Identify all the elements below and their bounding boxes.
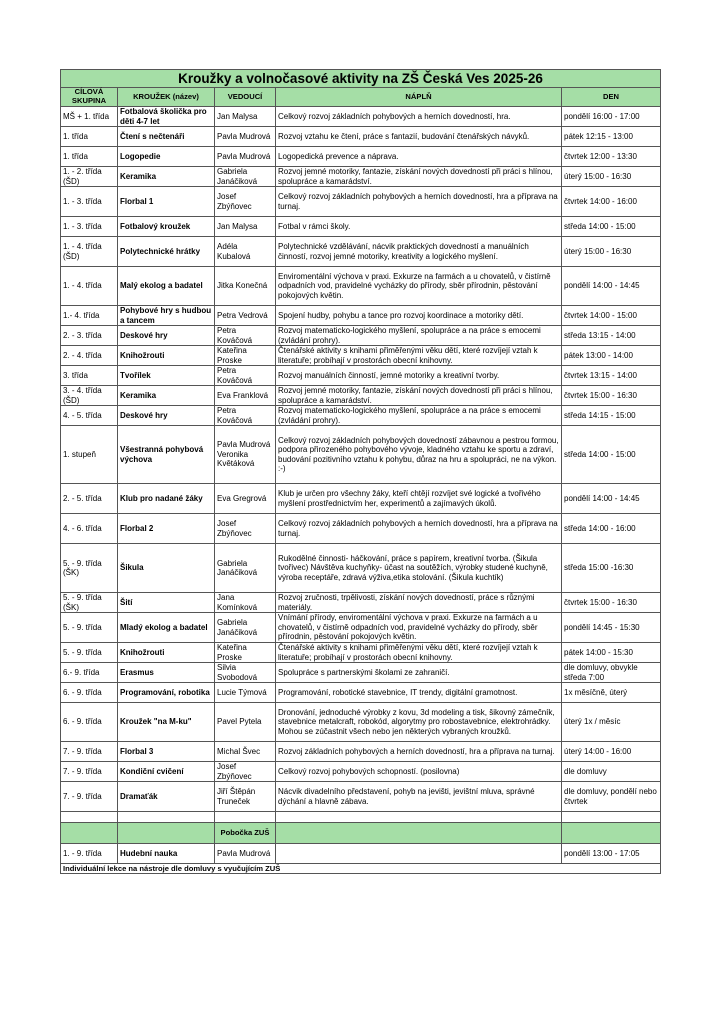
cell-krouzek: Všestranná pohybová výchova [118,426,215,484]
cell-krouzek: Čtení s nečtenáři [118,127,215,147]
cell-napln: Nácvik divadelního představení, pohyb na jevišti, jevištní mluva, správné dýchání a hlavně zábava. [276,782,562,812]
cell-krouzek: Klub pro nadané žáky [118,484,215,514]
cell-krouzek: Fotbalová školička pro děti 4-7 let [118,107,215,127]
cell-napln: Celkový rozvoj základních pohybových dovedností zábavnou a pestrou formou, podpora přirozeného pohybového vývoje, kladného vztahu ke sportu a zdraví, budování pozitivního vztahu k pohybu, důraz na hru a spolupráci, ne na výkon. :-) [276,426,562,484]
cell-skupina: 3. - 4. třída (ŠD) [61,386,118,406]
cell-vedouci: Jiří Štěpán Truneček [215,782,276,812]
cell-vedouci: Eva Gregrová [215,484,276,514]
cell-napln: Rozvoj vztahu ke čtení, práce s fantazií, budování čtenářských návyků. [276,127,562,147]
cell-vedouci: Josef Zbýňovec [215,187,276,217]
cell-vedouci: Pavla Mudrová [215,147,276,167]
cell-den: středa 13:15 - 14:00 [562,326,661,346]
cell-vedouci: Jan Malysa [215,107,276,127]
cell-den: pondělí 13:00 - 17:05 [562,844,661,864]
cell-vedouci: Josef Zbýňovec [215,762,276,782]
cell-krouzek: Programování, robotika [118,683,215,703]
cell-krouzek: Knihožrouti [118,643,215,663]
cell-krouzek: Keramika [118,386,215,406]
cell-den: středa 14:00 - 15:00 [562,217,661,237]
header-vedouci: VEDOUCÍ [215,88,276,107]
cell-vedouci: Gabriela Janáčiková [215,544,276,593]
table-row [61,406,661,426]
cell-vedouci: Jitka Konečná [215,267,276,306]
cell-vedouci: Jan Malysa [215,217,276,237]
table-row [61,346,661,366]
footer-row [61,864,661,874]
cell-skupina: 5. - 9. třída (ŠK) [61,593,118,613]
cell-napln [276,844,562,864]
cell-napln: Celkový rozvoj základních pohybových a herních dovedností, hra. [276,107,562,127]
cell-den: dle domluvy [562,762,661,782]
table-row [61,306,661,326]
table-row [61,762,661,782]
table-row [61,187,661,217]
cell-krouzek: Kondiční cvičení [118,762,215,782]
table-row [61,326,661,346]
empty-cell [61,823,118,844]
cell-vedouci: Petra Kováčová [215,326,276,346]
cell-skupina: 1.- 4. třída [61,306,118,326]
table-row [61,147,661,167]
cell-skupina: 2. - 3. třída [61,326,118,346]
table-row [61,703,661,742]
cell-krouzek: Šikula [118,544,215,593]
cell-den: středa 14:00 - 15:00 [562,426,661,484]
cell-den: úterý 14:00 - 16:00 [562,742,661,762]
empty-cell [276,823,562,844]
cell-krouzek: Logopedie [118,147,215,167]
cell-vedouci: Michal Švec [215,742,276,762]
cell-den: úterý 15:00 - 16:30 [562,167,661,187]
cell-napln: Čtenářské aktivity s knihami přiměřenými věku dětí, které rozvíjejí vztah k literatuře; probíhají v prostorách obecní knihovny. [276,346,562,366]
activities-table [60,69,661,874]
cell-vedouci: Pavla Mudrová Veronika Květáková [215,426,276,484]
table-row [61,742,661,762]
cell-den: čtvrtek 15:00 - 16:30 [562,386,661,406]
cell-den: úterý 15:00 - 16:30 [562,237,661,267]
cell-krouzek: Šití [118,593,215,613]
table-row [61,683,661,703]
cell-skupina: 7. - 9. třída [61,762,118,782]
cell-skupina: 2. - 4. třída [61,346,118,366]
cell-den: pátek 12:15 - 13:00 [562,127,661,147]
cell-den: čtvrtek 14:00 - 16:00 [562,187,661,217]
empty-cell [118,823,215,844]
header-den: DEN [562,88,661,107]
table-row [61,267,661,306]
cell-den: pátek 13:00 - 14:00 [562,346,661,366]
empty-cell [276,812,562,823]
cell-skupina: 1. stupeň [61,426,118,484]
cell-krouzek: Deskové hry [118,406,215,426]
cell-den: pátek 14:00 - 15:30 [562,643,661,663]
empty-cell [562,812,661,823]
cell-krouzek: Fotbalový kroužek [118,217,215,237]
title-row [61,70,661,88]
table-row [61,167,661,187]
empty-cell [215,812,276,823]
cell-skupina: 5. - 9. třída [61,643,118,663]
table-row [61,663,661,683]
table-row [61,514,661,544]
cell-napln: Celkový rozvoj základních pohybových a herních dovedností, hra a příprava na turnaj. [276,187,562,217]
cell-den: středa 14:00 - 16:00 [562,514,661,544]
table-row [61,544,661,593]
cell-napln: Celkový rozvoj pohybových schopností. (posilovna) [276,762,562,782]
cell-vedouci: Josef Zbýňovec [215,514,276,544]
cell-skupina: 4. - 6. třída [61,514,118,544]
cell-napln: Rozvoj matematicko-logického myšlení, spolupráce a na práce s emocemi (zvládání prohry). [276,326,562,346]
cell-napln: Celkový rozvoj základních pohybových a herních dovedností, hra a příprava na turnaj. [276,514,562,544]
cell-napln: Logopedická prevence a náprava. [276,147,562,167]
cell-den: pondělí 14:45 - 15:30 [562,613,661,643]
cell-krouzek: Keramika [118,167,215,187]
cell-vedouci: Petra Kováčová [215,366,276,386]
cell-skupina: 1. - 3. třída [61,187,118,217]
cell-vedouci: Silvia Svobodová [215,663,276,683]
page-title: Kroužky a volnočasové aktivity na ZŠ Česká Ves 2025-26 [61,70,661,88]
cell-krouzek: Dramaťák [118,782,215,812]
footer-note: Individuální lekce na nástroje dle domluvy s vyučujícím ZUŠ [61,864,661,874]
cell-skupina: 1. - 3. třída [61,217,118,237]
table-row [61,593,661,613]
cell-vedouci: Pavla Mudrová [215,844,276,864]
table-row [61,426,661,484]
cell-napln: Spojení hudby, pohybu a tance pro rozvoj koordinace a motoriky dětí. [276,306,562,326]
cell-vedouci: Kateřina Proske [215,643,276,663]
cell-krouzek: Kroužek "na M-ku" [118,703,215,742]
cell-napln: Rozvoj zručnosti, trpělivosti, získání nových dovedností, práce s různými materiály. [276,593,562,613]
cell-krouzek: Deskové hry [118,326,215,346]
cell-napln: Spolupráce s partnerskými školami ze zahraničí. [276,663,562,683]
cell-vedouci: Gabriela Janáčiková [215,167,276,187]
header-skupina: CÍLOVÁ SKUPINA [61,88,118,107]
table-row [61,643,661,663]
cell-vedouci: Jana Komínková [215,593,276,613]
cell-skupina: 1. - 4. třída (ŠD) [61,237,118,267]
empty-cell [562,823,661,844]
empty-cell [118,812,215,823]
zus-row [61,844,661,864]
cell-krouzek: Florbal 2 [118,514,215,544]
header-row [61,88,661,107]
spacer-row [61,812,661,823]
cell-napln: Rozvoj matematicko-logického myšlení, spolupráce a na práce s emocemi (zvládání prohry). [276,406,562,426]
activities-sheet [60,69,660,874]
cell-napln: Rozvoj základních pohybových a herních dovedností, hra a příprava na turnaj. [276,742,562,762]
cell-skupina: 6. - 9. třída [61,703,118,742]
cell-napln: Rozvoj jemné motoriky, fantazie, získání nových dovedností při práci s hlínou, spolupráce a kamarádství. [276,386,562,406]
cell-krouzek: Erasmus [118,663,215,683]
cell-den: čtvrtek 13:15 - 14:00 [562,366,661,386]
cell-napln: Fotbal v rámci školy. [276,217,562,237]
cell-napln: Polytechnické vzdělávání, nácvik praktických dovedností a manuálních činností, rozvoj jemné motoriky, kreativity a logického myšlení. [276,237,562,267]
cell-skupina: 4. - 5. třída [61,406,118,426]
cell-napln: Rukodělné činnosti- háčkování, práce s papírem, kreativní tvorba. (Šikula tvořivec) Návštěva kuchyňky- účast na soutěžích, výrobky studené kuchyně, výroba receptáře, zdravá výživa,etika stolování. (Šikula kuchtík) [276,544,562,593]
cell-krouzek: Pohybové hry s hudbou a tancem [118,306,215,326]
cell-napln: Rozvoj manuálních činností, jemné motoriky a kreativní tvorby. [276,366,562,386]
cell-skupina: 1. - 2. třída (ŠD) [61,167,118,187]
cell-krouzek: Mladý ekolog a badatel [118,613,215,643]
table-row [61,366,661,386]
cell-den: 1x měsíčně, úterý [562,683,661,703]
header-krouzek: KROUŽEK (název) [118,88,215,107]
cell-vedouci: Pavla Mudrová [215,127,276,147]
cell-napln: Čtenářské aktivity s knihami přiměřenými věku dětí, které rozvíjejí vztah k literatuře; probíhají v prostorách obecní knihovny. [276,643,562,663]
cell-krouzek: Florbal 3 [118,742,215,762]
cell-skupina: 1. třída [61,147,118,167]
table-row [61,127,661,147]
cell-skupina: 5. - 9. třída [61,613,118,643]
cell-krouzek: Hudební nauka [118,844,215,864]
cell-krouzek: Tvořílek [118,366,215,386]
cell-krouzek: Polytechnické hrátky [118,237,215,267]
cell-vedouci: Petra Vedrová [215,306,276,326]
cell-napln: Rozvoj jemné motoriky, fantazie, získání nových dovedností při práci s hlínou, spolupráce a kamarádství. [276,167,562,187]
table-row [61,613,661,643]
cell-vedouci: Eva Franklová [215,386,276,406]
cell-krouzek: Florbal 1 [118,187,215,217]
table-row [61,484,661,514]
cell-den: čtvrtek 15:00 - 16:30 [562,593,661,613]
table-row [61,386,661,406]
table-row [61,237,661,267]
cell-vedouci: Lucie Týmová [215,683,276,703]
cell-skupina: 3. třída [61,366,118,386]
cell-skupina: 2. - 5. třída [61,484,118,514]
cell-skupina: 1. třída [61,127,118,147]
cell-vedouci: Petra Kováčová [215,406,276,426]
cell-den: pondělí 14:00 - 14:45 [562,267,661,306]
cell-napln: Enviromentální výchova v praxi. Exkurze na farmách a u chovatelů, v čistírně odpadních vod, pravidelné vycházky do přírody, sběr přírodnin, pěstování pokojových květin. [276,267,562,306]
table-row [61,782,661,812]
cell-skupina: 6.- 9. třída [61,663,118,683]
cell-napln: Dronování, jednoduché výrobky z kovu, 3d modeling a tisk, šikovný zámečník, stavebnice metalcraft, robokód, algorytmy pro robostavebnice, elektrohrádky. Mohou se zúčastnit všech nebo jen některých vybraných kroužků. [276,703,562,742]
cell-den: úterý 1x / měsíc [562,703,661,742]
cell-skupina: 1. - 9. třída [61,844,118,864]
cell-skupina: 7. - 9. třída [61,782,118,812]
cell-vedouci: Adéla Kubalová [215,237,276,267]
cell-skupina: 1. - 4. třída [61,267,118,306]
table-row [61,107,661,127]
empty-cell [61,812,118,823]
cell-napln: Vnímání přírody, enviromentální výchova v praxi. Exkurze na farmách a u chovatelů, v čistírně odpadních vod, pravidelné vycházky do přírody, sběr přírodnin, pěstování pokojových květin. [276,613,562,643]
zus-section-row [61,823,661,844]
cell-skupina: 5. - 9. třída (ŠK) [61,544,118,593]
cell-krouzek: Malý ekolog a badatel [118,267,215,306]
cell-krouzek: Knihožrouti [118,346,215,366]
cell-den: pondělí 16:00 - 17:00 [562,107,661,127]
cell-den: čtvrtek 14:00 - 15:00 [562,306,661,326]
cell-vedouci: Pavel Pytela [215,703,276,742]
header-napln: NÁPLŇ [276,88,562,107]
cell-skupina: 7. - 9. třída [61,742,118,762]
cell-den: dle domluvy, obvykle středa 7:00 [562,663,661,683]
cell-den: dle domluvy, pondělí nebo čtvrtek [562,782,661,812]
table-row [61,217,661,237]
cell-den: středa 14:15 - 15:00 [562,406,661,426]
cell-napln: Klub je určen pro všechny žáky, kteří chtějí rozvíjet své logické a tvořivého myšlení prostřednictvím her, experimentů a zajímavých úkolů. [276,484,562,514]
cell-skupina: 6. - 9. třída [61,683,118,703]
cell-napln: Programování, robotické stavebnice, IT trendy, digitální gramotnost. [276,683,562,703]
zus-section-label: Pobočka ZUŠ [215,823,276,844]
cell-den: pondělí 14:00 - 14:45 [562,484,661,514]
cell-vedouci: Kateřina Proske [215,346,276,366]
cell-den: středa 15:00 -16:30 [562,544,661,593]
cell-den: čtvrtek 12:00 - 13:30 [562,147,661,167]
cell-vedouci: Gabriela Janáčiková [215,613,276,643]
cell-skupina: MŠ + 1. třída [61,107,118,127]
